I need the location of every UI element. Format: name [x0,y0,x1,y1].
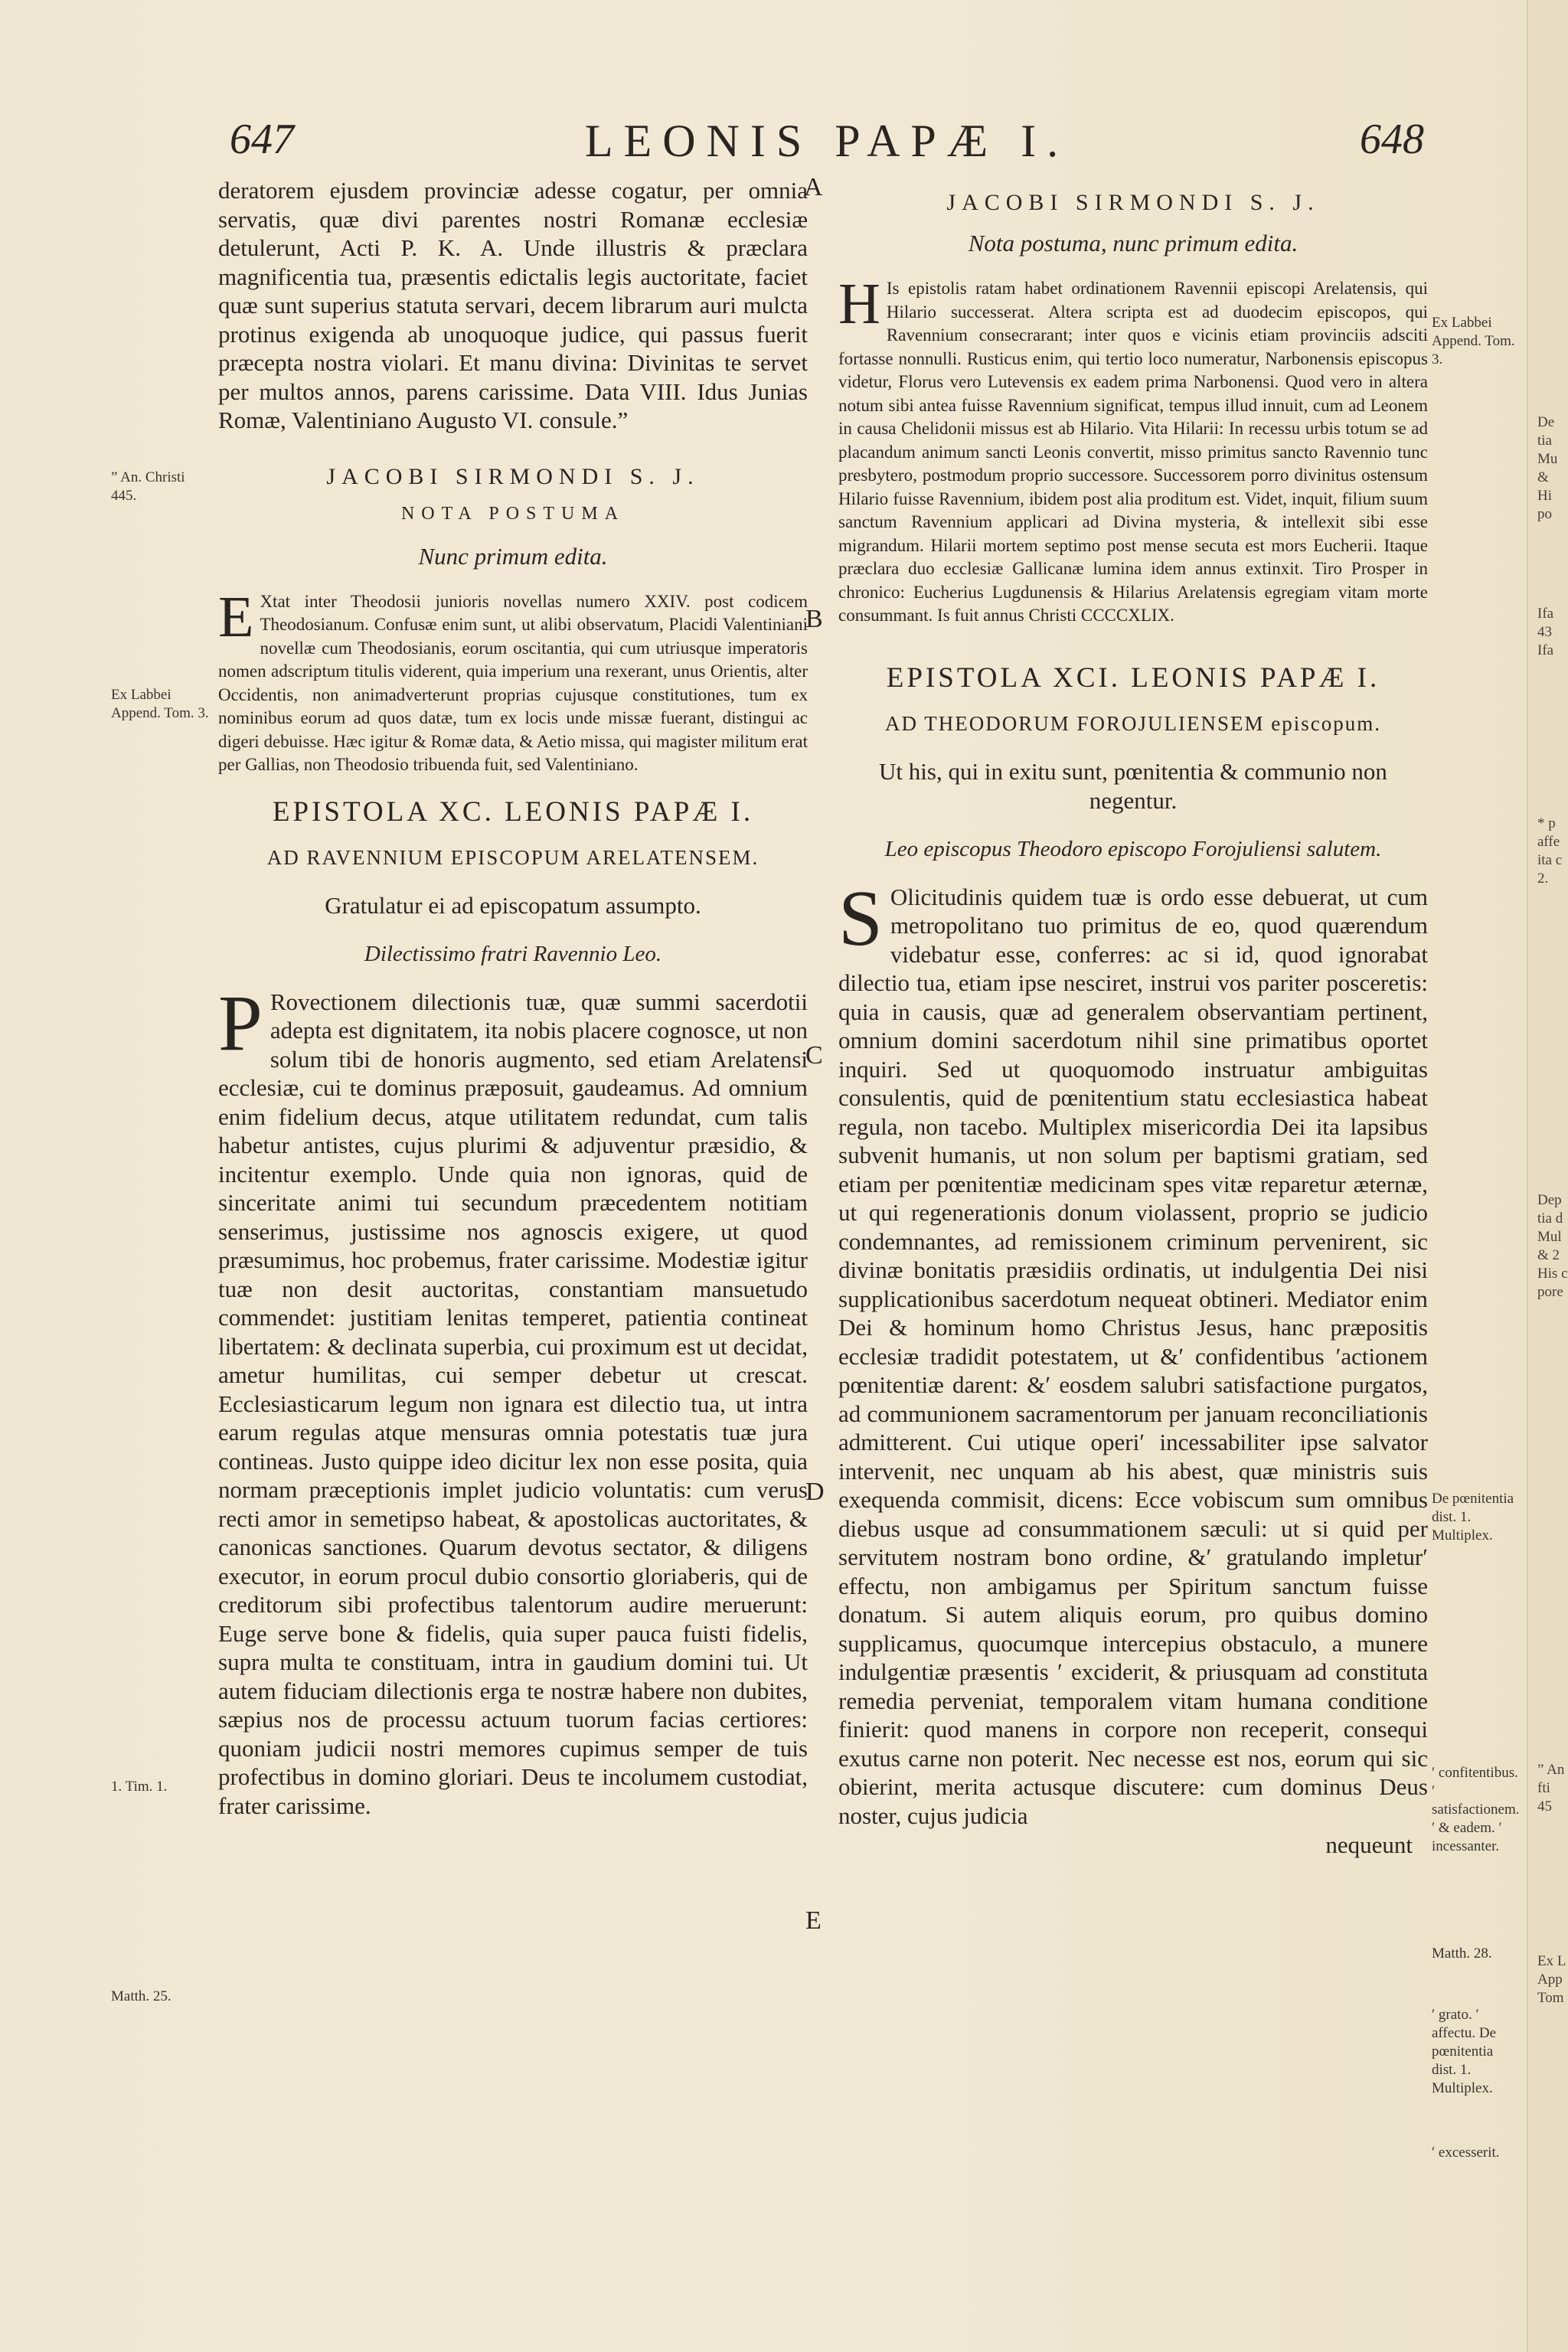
epistola-xc-salutation: Dilectissimo fratri Ravennio Leo. [364,941,662,966]
section-letter-c: C [805,1041,823,1070]
drop-cap: H [838,272,880,336]
facing-page-fragment: De tia Mu & Hi po [1537,414,1558,522]
epistola-xci-title: EPISTOLA XCI. LEONIS PAPÆ I. [886,662,1380,694]
section-letter-e: E [805,1906,822,1935]
nota-subheading: Nunc primum edita. [418,542,608,570]
section-letter-b: B [805,605,823,633]
page-header [230,115,1424,184]
epistola-xci-body [838,874,1428,1831]
drop-cap: P [218,978,263,1067]
sirmondi-note [838,272,1428,628]
right-column [838,176,1428,1859]
sirmondi-note-text: Is epistolis ratam habet ordinationem Ravennii episcopi Arelatensis, qui Hilario successerat. Altera scripta est ad duodecim episcopos, qui Ravennium consecrarant; inter quos e vicinis etiam provinciis adsciti fortasse nonnulli. Rusticus enim, qui tertio loco numeratur, Narbonensis episcopus videtur, Florus vero Lutevensis ex eadem prima Narbonensi. Quod vero in altera notum sibi antea fuisse Ravennium significat, tempus illud innuit, cum ad Leonem in causa Chelidonii missus est ab Hilario. Vita Hilarii: In recessu urbis totum se ad placandum animum sancti Leonis convertit, misso primitus sancto Ravennio tunc presbytero, postmodum proprio successore. Successorem porro divinitus ostensum Hilario fuisse Ravennium, ibidem post alia proditum est. Videt, inquit, filium suum sanctum Ravennium applicari ad Divina mysteria, & intellexit sibi esse migrandum. Hilarii mortem septimo post mense secuta est mors Eucherii. Itaque præclara duo ecclesiæ Gallicanæ lumina idem annus extinxit. Tiro Prosper in chronico: Eucherius Lugdunensis & Hilarius Arelatensis egregiam vitam morte consummant. Is fuit annus Christi CCCCXLIX. [838,279,1428,625]
nota-postuma-heading: NOTA POSTUMA [400,503,626,524]
left-column [218,176,808,1820]
epistola-xc-argument: Gratulatur ei ad episcopatum assumpto. [325,891,701,919]
epistola-xc-title: EPISTOLA XC. LEONIS PAPÆ I. [272,795,754,828]
epistola-xci-argument: Ut his, qui in exitu sunt, pœnitentia & communio non negentur. [879,757,1387,814]
section-letter-a: A [804,173,823,201]
page-number-left: 647 [230,116,294,163]
facing-page-fragment: Dep tia d Mul & 2 His c pore [1537,1192,1568,1300]
margin-note-anno: ” An. Christi 445. [111,469,185,504]
margin-note-excesserit: ʹ excesserit. [1432,2145,1500,2161]
opening-text: deratorem ejusdem provinciæ adesse cogatur, per omnia servatis, quæ divi parentes nostri Romanæ ecclesiæ detulerunt, Acti P. K. A. Unde illustris & præclara magnificentia tua, præsentis edictalis legis auctoritate, faciet quæ sunt superius statuta servari, decem librarum auri mulcta protinus exigenda ab unoquoque judice, qui passus fuerit præcepta nostra violari. Et manu divina: Divinitas te servet per multos annos, parens carissime. Data VIII. Idus Junias Romæ, Valentiniano Augusto VI. consule.” [218,177,808,433]
margin-note-labbei: Ex Labbei Append. Tom. 3. [111,687,209,721]
facing-page-fragment: ” An fti 45 [1537,1762,1565,1815]
sirmondi-author-heading: JACOBI SIRMONDI S. J. [946,190,1320,215]
margin-note-labbei-right: Ex Labbei Append. Tom. 3. [1432,315,1515,368]
page-number-right: 648 [1360,116,1424,163]
margin-note-poenitentia: De pœnitentia dist. 1. Multiplex. [1432,1491,1514,1544]
drop-cap: E [218,584,254,649]
epistola-xci-text: Olicitudinis quidem tuæ is ordo esse debuerat, ut cum metropolitano tuo primitus de eo, quod quærendum videbatur esse, conferres: ac si id, quod ignorabat dilectio tua, etiam ipse nesciret, instrui vos pariter posceretis: quia in causis, quæ ad generalem observantiam pertinent, omnium domini sacerdotum nihil sine primatibus oportet inquiri. Sed ut quoquomodo instruatur ambiguitas consulentis, quid de pœnitentium statu ecclesiastica habeat regula, non tacebo. Multiplex misericordia Dei ita lapsibus subvenit humanis, ut non solum per baptismi gratiam, sed etiam per pœnitentiæ medicinam spes vitæ reparetur æternæ, ut qui regenerationis donum violassent, proprio se judicio condemnantes, ad remissionem criminum pervenirent, sic divinæ bonitatis præsidiis ordinatis, ut indulgentia Dei nisi supplicationibus sacerdotum nequeat obtineri. Mediator enim Dei & hominum homo Christus Jesus, hanc præpositis ecclesiæ tradidit potestatem, ut &ʹ confidentibus ʹactionem pœnitentiæ darent: &ʹ eosdem salubri satisfactione purgatos, ad communionem sacramentorum per januam reconciliationis admitterent. Cui utique operiʹ incessabiliter ipse salvator intervenit, nec unquam ab his abest, quæ ministris suis exequenda commisit, dicens: Ecce vobiscum sum omnibus diebus usque ad consummationem sæculi: ut si quid per servitutem nostram bono ordine, &ʹ gratulando impleturʹ effectu, non ambigamus per Spiritum sanctum fuisse donatum. Si autem aliquis eorum, pro quibus domino supplicamus, quocumque intercepius obstaculo, a munere indulgentiæ præsentis ʹ exciderit, & priusquam ad constituta remedia perveniat, temporalem vitam humana conditione finierit: quod manens in corpore non receperit, consequi exutus carne non poterit. Nec necesse est nos, eorum qui sic obierint, merita actusque discutere: cum dominus Deus noster, cujus judicia [838,883,1428,1829]
drop-cap: S [838,874,883,962]
epistola-xci-addressee: AD THEODORUM FOROJULIENSEM episcopum. [884,711,1381,735]
margin-note-matth: Matth. 25. [111,1988,172,2004]
margin-note-variants-2: ʹ grato. ʹ affectu. De pœnitentia dist. 1. Multiplex. [1432,2007,1497,2096]
epistola-xc-addressee: AD RAVENNIUM EPISCOPUM ARELATENSEM. [266,845,760,869]
section-letter-d: D [805,1478,825,1506]
margin-note-matth-right: Matth. 28. [1432,1945,1492,1962]
facing-page-fragment: Ex L App Tom [1537,1953,1566,2006]
sirmondi-note [218,584,808,777]
facing-page-fragment: * p affe ita c 2. [1537,815,1563,887]
epistola-xci-salutation: Leo episcopus Theodoro episcopo Forojuliensi salutem. [884,836,1382,861]
sirmondi-author-heading: JACOBI SIRMONDI S. J. [326,463,700,489]
epistola-xc-text: Rovectionem dilectionis tuæ, quæ summi sacerdotii adepta est dignitatem, ita nobis placere cognosce, ut non solum tibi de honoris augmento, sed etiam Arelatensi ecclesiæ, cui te dominus præposuit, gaudeamus. Ad omnium enim fidelium decus, atque utilitatem redundat, cum talis habetur antistes, cujus plurimi & adjuventur præsidio, & incitentur exemplo. Unde quia non ignoras, quid de sinceritate animi tui secundum præcedentem notitiam senserimus, justissime nos agnoscis exigere, ut quod præsumimus, hoc probemus, frater carissime. Modestiæ igitur tuæ non desit auctoritas, constantiam mansuetudo commendet: justitiam lenitas temperet, patientia contineat libertatem: & declinata superbia, cui proximum est ut decidat, ametur humilitas, cui semper debetur ut crescat. Ecclesiasticarum legum non ignara est dilectio tua, ut intra earum regulas atque mensuras omnia potestatis tuæ jura contineas. Justo quippe ideo dicitur lex non esse posita, quia normam præceptionis implet judicio voluntatis: cum verus recti amor in semetipso habeat, & apostolicas auctoritates, & canonicas sanctiones. Quarum devotus sectator, & diligens executor, in eorum procul dubio consortio gloriaberis, qui de creditorum sibi profectibus talentorum audire meruerunt: Euge serve bone & fidelis, quia super pauca fuisti fidelis, supra multa te constituam, intra in gaudium domini tui. Ut autem fiduciam dilectionis erga te nostræ habere non dubites, sæpius nos de processu actuum tuorum facias certiores: quoniam judicii nostri memores cupimus semper de tuis profectibus in domino gloriari. Deus te incolumem custodiat, frater carissime. [218,988,808,1819]
nota-subheading: Nota postuma, nunc primum edita. [968,230,1298,256]
margin-note-tim: 1. Tim. 1. [111,1779,168,1795]
running-title: LEONIS PAPÆ I. [584,116,1070,166]
catchword: nequeunt [1325,1831,1413,1858]
epistola-xc-body [218,978,808,1821]
margin-note-variants: ʹ confitentibus. ʹ satisfactionem. ʹ & eadem. ʹ incessanter. [1432,1765,1520,1854]
sirmondi-note-text: Xtat inter Theodosii junioris novellas numero XXIV. post codicem Theodosianum. Confusæ enim sunt, ut alibi observatum, Placidi Valentiniani novellæ cum Theodosianis, eorum oscitantia, qui cum utriusque imperatoris nomen adscriptum titulis viderent, quia imperium una rexerant, unus Orientis, alter Occidentis, non animadverterunt proprias cujusque constitutiones, tum ex nominibus eorum ad quos datæ, tum ex locis unde missæ fuerant, distingui ac digeri debuisse. Hæc igitur & Romæ data, & Aetio missa, qui magister militum erat per Gallias, non Theodosio tribuenda fuit, sed Valentiniano. [218,591,808,774]
facing-page-fragment: Ifa 43 Ifa [1537,606,1554,658]
